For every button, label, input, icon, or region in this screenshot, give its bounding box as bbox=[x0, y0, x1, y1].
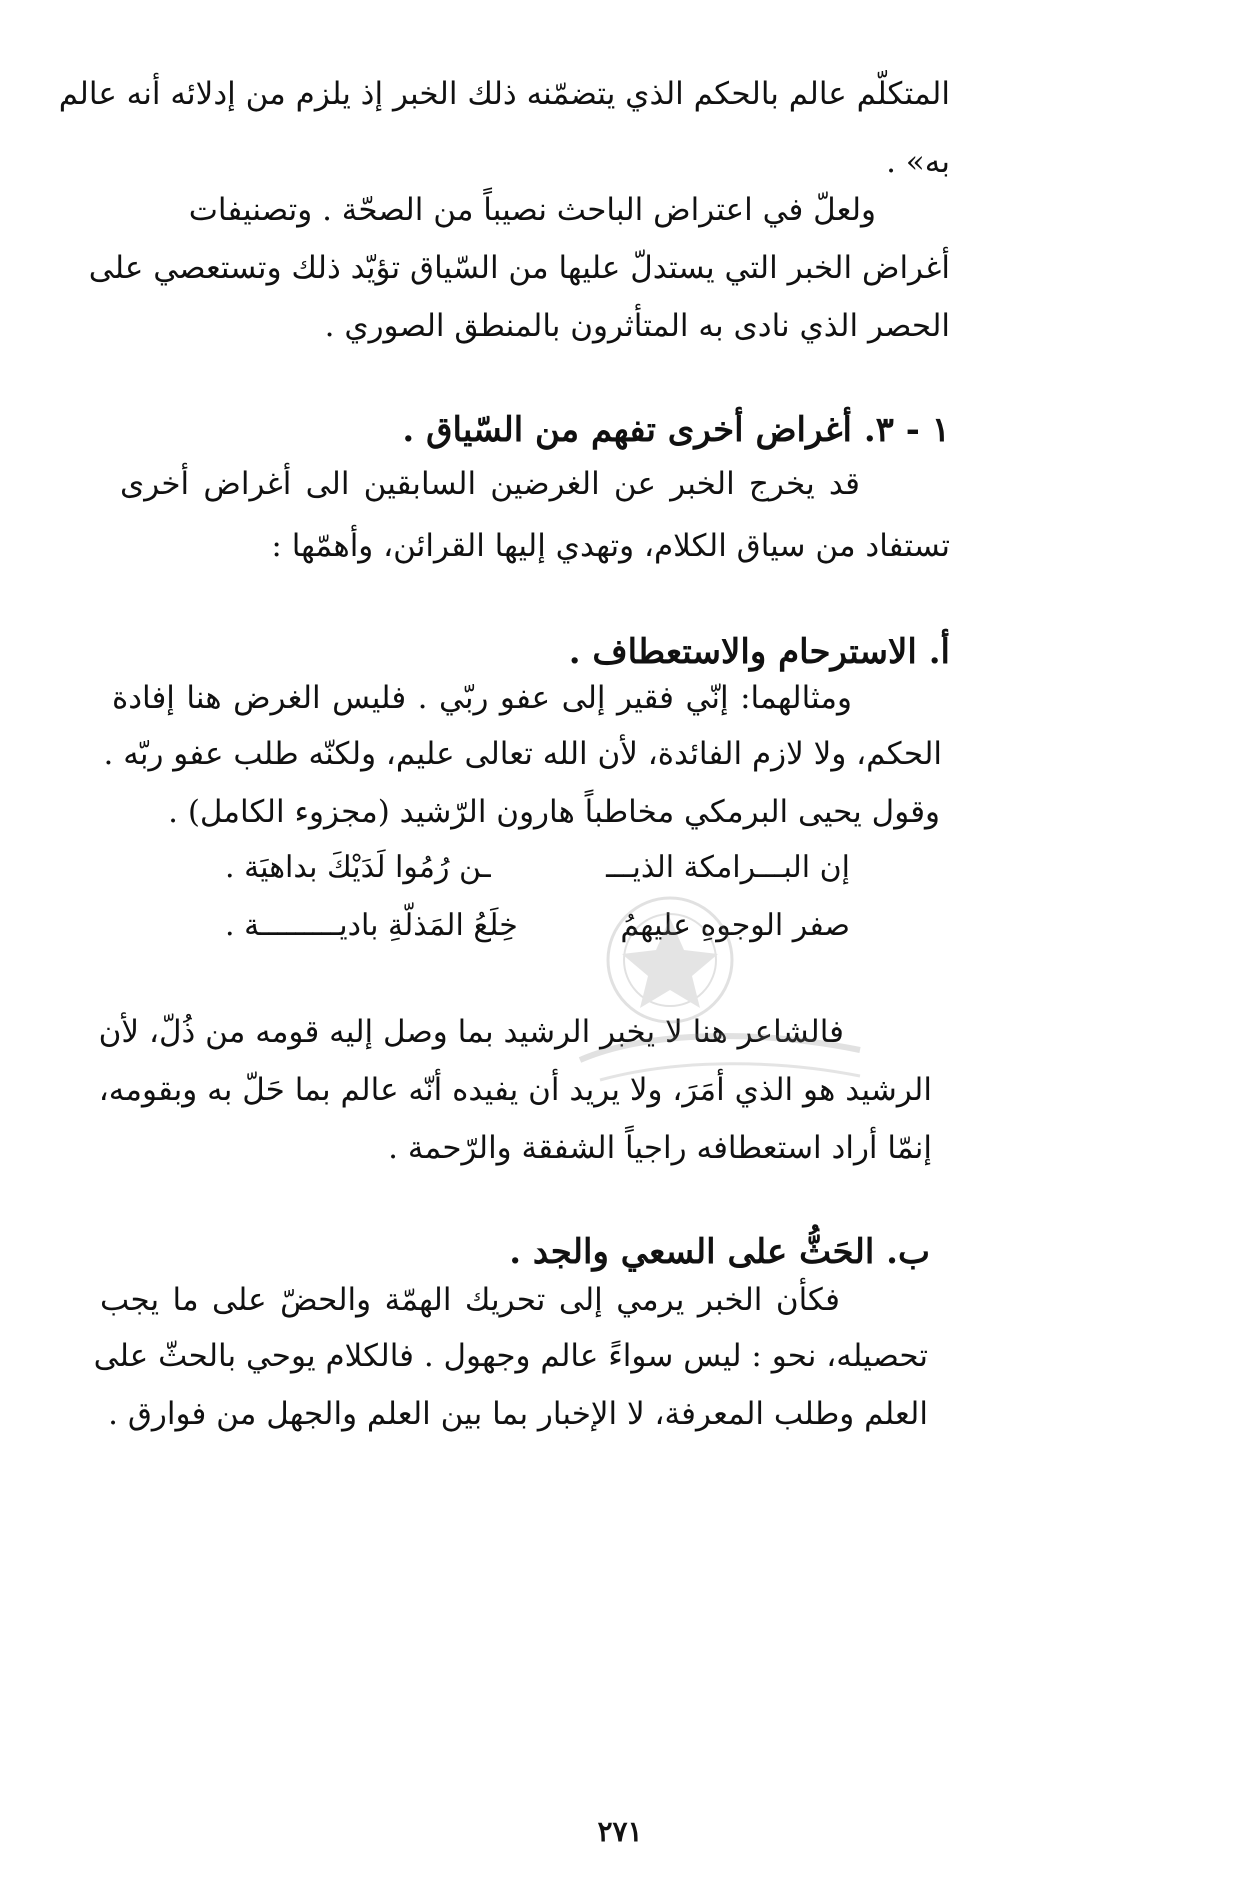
body-line: فكأن الخبر يرمي إلى تحريك الهمّة والحضّ على ما يجب bbox=[100, 1282, 840, 1318]
body-line: تستفاد من سياق الكلام، وتهدي إليها القرائن، وأهمّها : bbox=[271, 528, 950, 564]
body-line: المتكلّم عالم بالحكم الذي يتضمّنه ذلك الخبر إذ يلزم من إدلائه أنه عالم bbox=[58, 76, 950, 112]
poem-hemistich-left: ـن رُمُوا لَدَيْكَ بداهيَة . bbox=[225, 850, 491, 885]
body-line: الحصر الذي نادى به المتأثرون بالمنطق الصوري . bbox=[324, 308, 950, 344]
body-line: العلم وطلب المعرفة، لا الإخبار بما بين العلم والجهل من فوارق . bbox=[108, 1396, 928, 1432]
section-heading: ١ - ٣. أغراض أخرى تفهم من السّياق . bbox=[402, 410, 950, 450]
body-line: قد يخرج الخبر عن الغرضين السابقين الى أغراض أخرى bbox=[120, 466, 860, 502]
page-number: ٢٧١ bbox=[597, 1815, 643, 1848]
subsection-heading-b: ب. الحَثُّ على السعي والجد . bbox=[509, 1232, 930, 1272]
body-line: وقول يحيى البرمكي مخاطباً هارون الرّشيد (مجزوء الكامل) . bbox=[168, 794, 940, 830]
body-line: الحكم، ولا لازم الفائدة، لأن الله تعالى عليم، ولكنّه طلب عفو ربّه . bbox=[103, 736, 942, 772]
poem-hemistich-right: صفر الوجوهِ عليهمُ bbox=[620, 908, 850, 943]
subsection-heading-a: أ. الاسترحام والاستعطاف . bbox=[568, 632, 950, 672]
poem-hemistich-right: إن البـــرامكة الذيـــ bbox=[606, 850, 850, 885]
poem-hemistich-left: خِلَعُ المَذلّةِ باديـــــــــة . bbox=[225, 908, 518, 943]
body-line: فالشاعر هنا لا يخبر الرشيد بما وصل إليه قومه من ذُلّ، لأن bbox=[98, 1014, 844, 1050]
body-line: الرشيد هو الذي أمَرَ، ولا يريد أن يفيده أنّه عالم بما حَلّ به وبقومه، bbox=[98, 1072, 932, 1108]
body-line: أغراض الخبر التي يستدلّ عليها من السّياق تؤيّد ذلك وتستعصي على bbox=[88, 250, 950, 286]
body-line: تحصيله، نحو : ليس سواءً عالم وجهول . فالكلام يوحي بالحثّ على bbox=[93, 1338, 928, 1374]
body-line: ومثالهما: إنّي فقير إلى عفو ربّي . فليس الغرض هنا إفادة bbox=[112, 680, 852, 716]
body-line: إنمّا أراد استعطافه راجياً الشفقة والرّحمة . bbox=[388, 1130, 932, 1166]
body-line: ولعلّ في اعتراض الباحث نصيباً من الصحّة . وتصنيفات bbox=[188, 192, 876, 228]
body-line: به» . bbox=[886, 144, 950, 180]
